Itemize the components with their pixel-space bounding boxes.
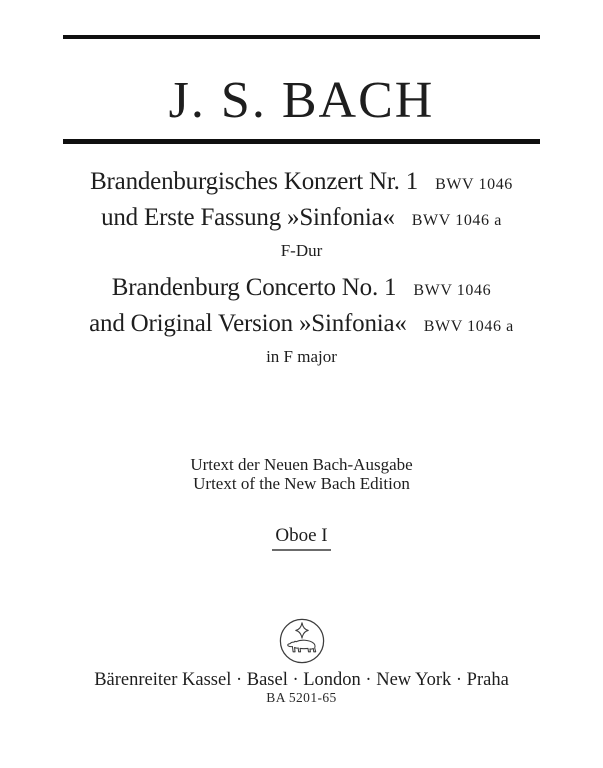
title-english-line1-text: Brandenburg Concerto No. 1 bbox=[111, 274, 397, 301]
composer-name: J. S. BACH bbox=[168, 72, 435, 129]
bottom-rule bbox=[63, 139, 540, 144]
top-rule bbox=[63, 35, 540, 39]
title-german-line1-text: Brandenburgisches Konzert Nr. 1 bbox=[90, 168, 419, 195]
title-english-line2 bbox=[0, 307, 603, 343]
urtext-note bbox=[0, 455, 603, 493]
bwv-number: BWV 1046 a bbox=[411, 212, 502, 229]
publisher-imprint: Bärenreiter Kassel · Basel · London · New York · Praha bbox=[94, 670, 509, 690]
baerenreiter-bear-star-logo-icon bbox=[278, 652, 326, 669]
title-english bbox=[0, 271, 603, 368]
catalog-number: BA 5201-65 bbox=[266, 690, 337, 705]
title-english-line2-text: and Original Version »Sinfonia« bbox=[89, 310, 407, 337]
key-english: in F major bbox=[266, 347, 337, 366]
title-german bbox=[0, 165, 603, 262]
title-german-line1 bbox=[0, 165, 603, 201]
bwv-number: BWV 1046 bbox=[413, 282, 492, 299]
bwv-number: BWV 1046 bbox=[435, 176, 513, 193]
key-german: F-Dur bbox=[280, 241, 323, 260]
publisher-logo-row bbox=[0, 617, 603, 670]
title-german-line2-text: und Erste Fassung »Sinfonia« bbox=[101, 204, 395, 231]
title-english-line1 bbox=[0, 271, 603, 307]
urtext-german: Urtext der Neuen Bach-Ausgabe bbox=[190, 455, 413, 474]
part-name-row bbox=[0, 525, 603, 551]
part-name: Oboe I bbox=[272, 525, 330, 551]
title-german-line2 bbox=[0, 201, 603, 237]
bwv-number: BWV 1046 a bbox=[423, 318, 514, 335]
urtext-english: Urtext of the New Bach Edition bbox=[193, 474, 410, 493]
